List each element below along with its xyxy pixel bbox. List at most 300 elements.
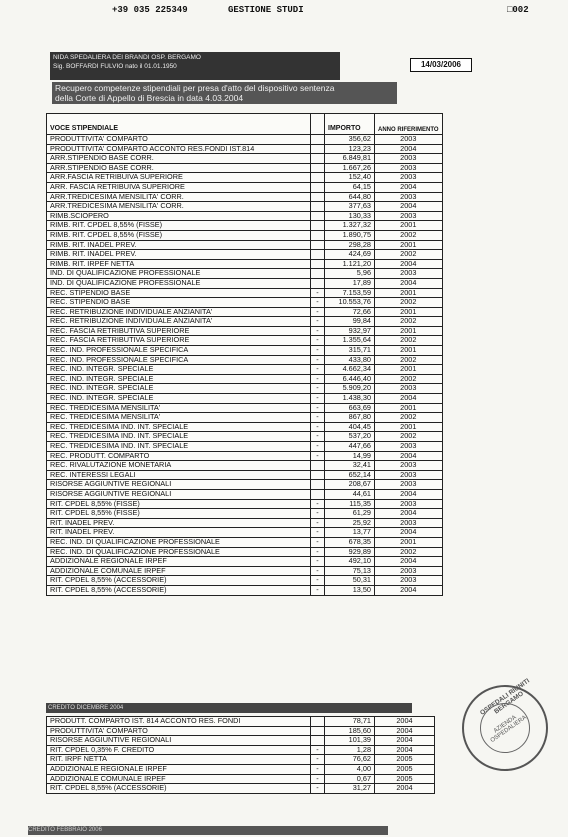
row-sign [311,202,325,212]
row-voce: RIT. INADEL PREV. [47,518,311,528]
table-row [47,173,443,183]
row-importo: 6.849,81 [325,154,375,164]
row-importo: 377,63 [325,202,375,212]
table-row [47,336,443,346]
row-importo: 208,67 [325,480,375,490]
row-voce: RISORSE AGGIUNTIVE REGIONALI [47,480,311,490]
row-anno: 2003 [375,135,443,145]
header-anno: ANNO RIFERIMENTO [375,114,443,135]
row-voce: RISORSE AGGIUNTIVE REGIONALI [47,489,311,499]
row-voce: RIT. CPDEL 8,55% (FISSE) [47,499,311,509]
row-sign [311,278,325,288]
row-anno: 2004 [375,259,443,269]
row-voce: ARR.STIPENDIO BASE CORR. [47,163,311,173]
row-voce: RIMB. RIT. CPDEL 8,55% (FISSE) [47,230,311,240]
row-anno: 2001 [375,365,443,375]
row-anno: 2001 [375,346,443,356]
row-voce: REC. IND. DI QUALIFICAZIONE PROFESSIONALE [47,547,311,557]
row-anno: 2003 [375,461,443,471]
row-sign [311,173,325,183]
table-row [47,745,435,755]
row-importo: 1.667,26 [325,163,375,173]
row-anno: 2004 [375,784,435,794]
row-sign: - [311,346,325,356]
row-importo: 123,23 [325,144,375,154]
row-anno: 2003 [375,480,443,490]
row-sign [311,230,325,240]
row-anno: 2001 [375,326,443,336]
row-anno: 2003 [375,211,443,221]
row-anno: 2003 [375,173,443,183]
row-sign: - [311,764,325,774]
table-row [47,394,443,404]
row-anno: 2001 [375,288,443,298]
row-anno: 2004 [375,182,443,192]
table-row [47,374,443,384]
table-row [47,298,443,308]
fax-phone: +39 035 225349 [112,5,188,15]
row-anno: 2002 [375,432,443,442]
table-row [47,230,443,240]
row-anno: 2001 [375,422,443,432]
office-stamp [462,677,548,771]
row-sign: - [311,451,325,461]
row-voce: RIT. CPDEL 0,35% F. CREDITO [47,745,311,755]
row-anno: 2001 [375,307,443,317]
row-sign [311,736,325,746]
row-sign [311,221,325,231]
row-importo: 932,97 [325,326,375,336]
row-importo: 25,92 [325,518,375,528]
row-anno: 2002 [375,298,443,308]
row-voce: RISORSE AGGIUNTIVE REGIONALI [47,736,311,746]
table-row [47,182,443,192]
row-sign [311,163,325,173]
row-importo: 99,84 [325,317,375,327]
row-voce: REC. TREDICESIMA IND. INT. SPECIALE [47,432,311,442]
row-importo: 64,15 [325,182,375,192]
table-row [47,566,443,576]
row-sign: - [311,566,325,576]
table-row [47,384,443,394]
row-anno: 2004 [375,509,443,519]
table-row [47,135,443,145]
row-sign: - [311,745,325,755]
row-importo: 17,89 [325,278,375,288]
row-voce: ADDIZIONALE REGIONALE IRPEF [47,764,311,774]
row-importo: 1.121,20 [325,259,375,269]
row-importo: 13,50 [325,585,375,595]
table-row [47,355,443,365]
table-row [47,537,443,547]
table-row [47,365,443,375]
section-bar: CREDITO DICEMBRE 2004 [46,703,412,713]
row-importo: 492,10 [325,557,375,567]
row-anno: 2002 [375,374,443,384]
row-importo: 1.327,32 [325,221,375,231]
row-voce: ARR.TREDICESIMA MENSILITA' CORR. [47,192,311,202]
note-block [52,82,397,104]
row-importo: 867,80 [325,413,375,423]
table-row [47,432,443,442]
row-importo: 678,35 [325,537,375,547]
table-row [47,250,443,260]
table-row [47,288,443,298]
row-importo: 4,00 [325,764,375,774]
row-anno: 2002 [375,317,443,327]
table-row [47,470,443,480]
row-voce: ARR. FASCIA RETRIBUIVA SUPERIORE [47,182,311,192]
row-voce: RIMB. RIT. IRPEF NETTA [47,259,311,269]
row-anno: 2004 [375,144,443,154]
table-row [47,784,435,794]
row-importo: 356,62 [325,135,375,145]
row-importo: 130,33 [325,211,375,221]
row-importo: 5.909,20 [325,384,375,394]
row-importo: 1.355,64 [325,336,375,346]
row-voce: ADDIZIONALE COMUNALE IRPEF [47,566,311,576]
row-sign: - [311,784,325,794]
row-sign: - [311,576,325,586]
row-importo: 315,71 [325,346,375,356]
row-importo: 72,66 [325,307,375,317]
row-sign: - [311,422,325,432]
row-importo: 929,89 [325,547,375,557]
table-row [47,451,443,461]
note-line-1: Recupero competenze stipendiali per presa d'atto del dispositivo sentenza [55,83,335,93]
row-anno: 2002 [375,250,443,260]
row-sign: - [311,537,325,547]
table-row [47,192,443,202]
table-row [47,221,443,231]
row-sign [311,726,325,736]
row-anno: 2001 [375,403,443,413]
row-anno: 2003 [375,269,443,279]
row-importo: 44,61 [325,489,375,499]
row-voce: RIT. CPDEL 8,55% (FISSE) [47,509,311,519]
row-anno: 2004 [375,489,443,499]
fax-sender: GESTIONE STUDI [228,5,304,15]
table-row [47,576,443,586]
row-voce: RIMB.SCIOPERO [47,211,311,221]
row-anno: 2004 [375,717,435,727]
header-voce: VOCE STIPENDIALE [47,114,311,135]
row-anno: 2004 [375,278,443,288]
table-row [47,163,443,173]
row-anno: 2003 [375,470,443,480]
row-sign: - [311,413,325,423]
row-anno: 2001 [375,240,443,250]
row-voce: REC. TREDICESIMA MENSILITA' [47,413,311,423]
row-importo: 76,62 [325,755,375,765]
table-row [47,547,443,557]
row-voce: REC. IND. DI QUALIFICAZIONE PROFESSIONALE [47,537,311,547]
table-row [47,211,443,221]
row-voce: PRODUTTIVITA' COMPARTO [47,726,311,736]
fax-page-number: 002 [512,5,529,15]
row-importo: 1.438,30 [325,394,375,404]
row-sign: - [311,365,325,375]
row-sign [311,240,325,250]
row-sign: - [311,374,325,384]
row-anno: 2003 [375,163,443,173]
row-anno: 2003 [375,442,443,452]
row-voce: REC. FASCIA RETRIBUTIVA SUPERIORE [47,336,311,346]
row-voce: ARR.STIPENDIO BASE CORR. [47,154,311,164]
table-row [47,442,443,452]
table-row [47,422,443,432]
table-row [47,154,443,164]
row-importo: 152,40 [325,173,375,183]
row-importo: 185,60 [325,726,375,736]
row-importo: 78,71 [325,717,375,727]
row-sign [311,470,325,480]
row-sign: - [311,755,325,765]
row-sign: - [311,557,325,567]
row-sign: - [311,442,325,452]
table-row [47,518,443,528]
row-anno: 2002 [375,336,443,346]
row-sign: - [311,288,325,298]
row-importo: 652,14 [325,470,375,480]
table-row [47,403,443,413]
row-sign: - [311,403,325,413]
row-importo: 6.446,40 [325,374,375,384]
row-voce: REC. TREDICESIMA IND. INT. SPECIALE [47,422,311,432]
row-anno: 2004 [375,528,443,538]
row-sign: - [311,432,325,442]
row-anno: 2004 [375,736,435,746]
row-anno: 2001 [375,221,443,231]
row-voce: REC. IND. PROFESSIONALE SPECIFICA [47,346,311,356]
table-row [47,461,443,471]
row-voce: REC. IND. PROFESSIONALE SPECIFICA [47,355,311,365]
row-sign: - [311,307,325,317]
row-anno: 2001 [375,537,443,547]
row-importo: 13,77 [325,528,375,538]
row-sign: - [311,298,325,308]
table-row [47,326,443,336]
row-importo: 14,99 [325,451,375,461]
row-importo: 4.662,34 [325,365,375,375]
row-sign: - [311,355,325,365]
row-anno: 2003 [375,518,443,528]
row-sign: - [311,774,325,784]
row-sign [311,192,325,202]
table-row [47,489,443,499]
note-line-2: della Corte di Appello di Brescia in data 4.03.2004 [55,93,244,103]
row-anno: 2004 [375,557,443,567]
row-importo: 75,13 [325,566,375,576]
row-voce: PRODUTT. COMPARTO IST. 814 ACCONTO RES. FONDI [47,717,311,727]
table-row [47,585,443,595]
row-voce: REC. TREDICESIMA IND. INT. SPECIALE [47,442,311,452]
row-sign [311,461,325,471]
row-anno: 2002 [375,547,443,557]
bottom-bar: CREDITO FEBBRAIO 2006 [28,826,388,835]
row-voce: ARR.TREDICESIMA MENSILITA' CORR. [47,202,311,212]
title-line-1: NIDA SPEDALIERA DEI BRANDI OSP. BERGAMO [53,54,201,61]
table-row [47,755,435,765]
row-sign [311,154,325,164]
row-importo: 101,39 [325,736,375,746]
row-sign [311,489,325,499]
row-sign [311,480,325,490]
row-anno: 2004 [375,585,443,595]
fax-header [0,0,568,22]
sub-table [46,716,435,794]
row-voce: REC. PRODUTT. COMPARTO [47,451,311,461]
fax-page: □002 [507,5,529,15]
row-voce: IND. DI QUALIFICAZIONE PROFESSIONALE [47,278,311,288]
table-row [47,240,443,250]
table-row [47,413,443,423]
table-row [47,736,435,746]
table-row [47,480,443,490]
row-importo: 32,41 [325,461,375,471]
row-voce: REC. IND. INTEGR. SPECIALE [47,394,311,404]
row-sign [311,144,325,154]
row-sign [311,250,325,260]
row-voce: REC. TREDICESIMA MENSILITA' [47,403,311,413]
row-anno: 2004 [375,745,435,755]
row-sign: - [311,394,325,404]
row-anno: 2002 [375,230,443,240]
row-sign: - [311,547,325,557]
table-row [47,764,435,774]
row-voce: REC. FASCIA RETRIBUTIVA SUPERIORE [47,326,311,336]
row-importo: 7.153,59 [325,288,375,298]
row-anno: 2004 [375,202,443,212]
row-sign [311,259,325,269]
row-sign: - [311,326,325,336]
row-sign: - [311,528,325,538]
row-importo: 115,35 [325,499,375,509]
row-anno: 2005 [375,764,435,774]
row-anno: 2003 [375,154,443,164]
row-importo: 663,69 [325,403,375,413]
table-header [47,114,443,135]
row-sign [311,269,325,279]
row-anno: 2004 [375,726,435,736]
row-voce: RIT. CPDEL 8,55% (ACCESSORIE) [47,784,311,794]
row-voce: ADDIZIONALE COMUNALE IRPEF [47,774,311,784]
row-voce: REC. RETRIBUZIONE INDIVIDUALE ANZIANITA' [47,307,311,317]
table-row [47,269,443,279]
row-voce: IND. DI QUALIFICAZIONE PROFESSIONALE [47,269,311,279]
row-sign [311,211,325,221]
row-anno: 2003 [375,499,443,509]
row-anno: 2005 [375,774,435,784]
row-voce: REC. IND. INTEGR. SPECIALE [47,384,311,394]
row-voce: REC. STIPENDIO BASE [47,298,311,308]
row-sign: - [311,384,325,394]
row-voce: REC. RIVALUTAZIONE MONETARIA [47,461,311,471]
row-voce: RIT. IRPF NETTA [47,755,311,765]
row-sign [311,182,325,192]
row-sign: - [311,499,325,509]
row-sign: - [311,518,325,528]
table-row [47,528,443,538]
stamp-center-text: AZIENDA OSPEDALIERA [489,714,528,745]
row-anno: 2003 [375,384,443,394]
row-sign: - [311,336,325,346]
row-voce: RIMB. RIT. CPDEL 8,55% (FISSE) [47,221,311,231]
table-row [47,509,443,519]
row-voce: RIMB. RIT. INADEL PREV. [47,250,311,260]
row-importo: 447,66 [325,442,375,452]
row-anno: 2004 [375,451,443,461]
row-importo: 61,29 [325,509,375,519]
row-importo: 5,96 [325,269,375,279]
row-sign: - [311,509,325,519]
row-voce: PRODUTTIVITA' COMPARTO [47,135,311,145]
table-row [47,202,443,212]
stamp-ring-text: OSPEDALI RIUNITI BERGAMO [479,677,531,717]
table-row [47,726,435,736]
table-row [47,307,443,317]
table-row [47,557,443,567]
title-block [50,52,340,80]
row-importo: 404,45 [325,422,375,432]
table-row [47,346,443,356]
row-importo: 50,31 [325,576,375,586]
row-anno: 2002 [375,355,443,365]
row-importo: 31,27 [325,784,375,794]
row-importo: 1.890,75 [325,230,375,240]
row-importo: 10.553,76 [325,298,375,308]
row-voce: REC. IND. INTEGR. SPECIALE [47,365,311,375]
row-importo: 0,67 [325,774,375,784]
row-sign: - [311,585,325,595]
row-voce: PRODUTTIVITA' COMPARTO ACCONTO RES.FONDI IST.814 [47,144,311,154]
table-row [47,717,435,727]
row-voce: REC. RETRIBUZIONE INDIVIDUALE ANZIANITA' [47,317,311,327]
row-sign [311,717,325,727]
row-voce: REC. STIPENDIO BASE [47,288,311,298]
table-row [47,317,443,327]
table-row [47,144,443,154]
row-voce: ADDIZIONALE REGIONALE IRPEF [47,557,311,567]
row-anno: 2005 [375,755,435,765]
row-importo: 644,80 [325,192,375,202]
table-row [47,499,443,509]
row-anno: 2003 [375,566,443,576]
row-voce: ARR.FASCIA RETRIBUIVA SUPERIORE [47,173,311,183]
row-anno: 2004 [375,394,443,404]
row-voce: RIT. CPDEL 8,55% (ACCESSORIE) [47,585,311,595]
row-voce: RIMB. RIT. INADEL PREV. [47,240,311,250]
table-row [47,259,443,269]
row-importo: 298,28 [325,240,375,250]
row-importo: 537,20 [325,432,375,442]
row-importo: 424,69 [325,250,375,260]
table-row [47,774,435,784]
table-row [47,278,443,288]
row-voce: RIT. CPDEL 8,55% (ACCESSORIE) [47,576,311,586]
document-date: 14/03/2006 [410,58,472,72]
row-anno: 2003 [375,192,443,202]
row-sign: - [311,317,325,327]
row-anno: 2002 [375,413,443,423]
row-voce: REC. INTERESSI LEGALI [47,470,311,480]
row-importo: 433,80 [325,355,375,365]
row-anno: 2003 [375,576,443,586]
header-importo: IMPORTO [325,114,375,135]
row-voce: RIT. INADEL PREV. [47,528,311,538]
main-table [46,113,443,596]
row-voce: REC. IND. INTEGR. SPECIALE [47,374,311,384]
